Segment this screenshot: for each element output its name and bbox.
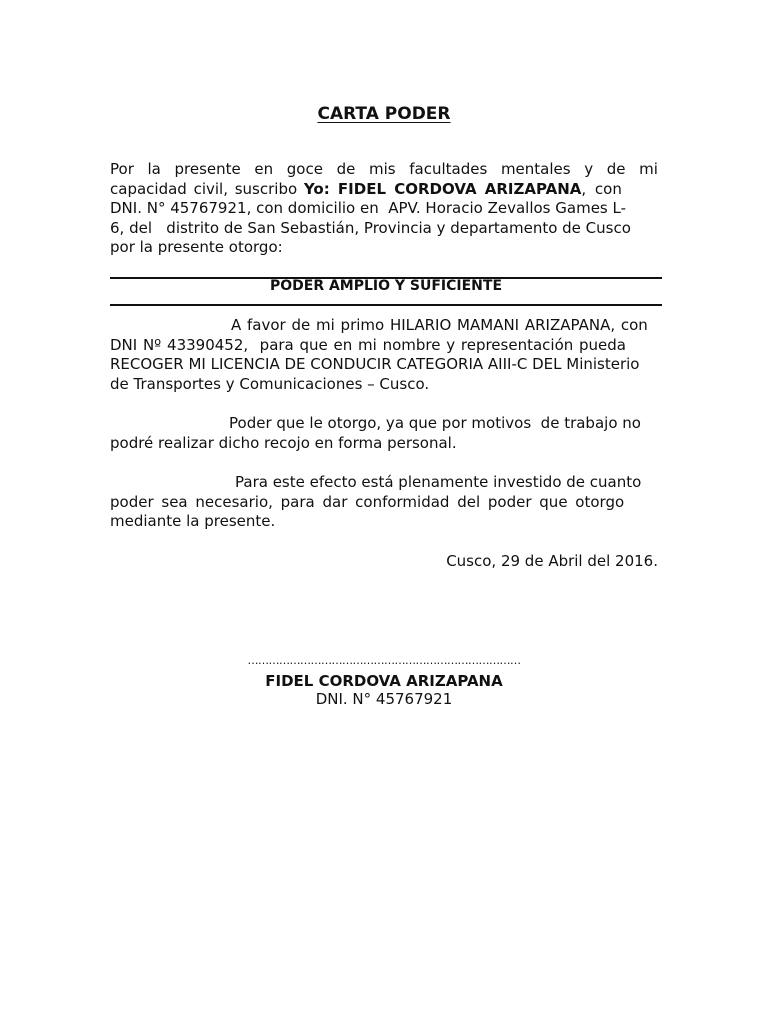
document-title: CARTA PODER (317, 104, 451, 124)
intro-text: , con (581, 179, 622, 198)
para1-line-3: RECOGER MI LICENCIA DE CONDUCIR CATEGORIA AIII-C DEL Ministerio (110, 355, 640, 373)
signature-line: …………………………………………………………………… (247, 654, 521, 667)
para1-line-2: DNI Nº 43390452, para que en mi nombre y representación pueda (110, 335, 626, 354)
para2-line-2: podré realizar dicho recojo en forma personal. (110, 433, 457, 452)
word: en (254, 160, 274, 178)
signature-name: FIDEL CORDOVA ARIZAPANA (265, 672, 503, 690)
para1-line-4: de Transportes y Comunicaciones – Cusco. (110, 374, 430, 393)
para2-line-1: Poder que le otorgo, ya que por motivos de trabajo no (229, 414, 641, 432)
word: la (147, 160, 161, 178)
word: y (584, 160, 594, 178)
paragraph-1 (110, 316, 658, 394)
intro-line-3: DNI. N° 45767921, con domicilio en APV. Horacio Zevallos Games L- (110, 199, 627, 217)
signature-dni: DNI. N° 45767921 (315, 690, 453, 708)
intro-paragraph (110, 160, 658, 258)
para1-line-1: A favor de mi primo HILARIO MAMANI ARIZAPANA, con (231, 316, 648, 334)
word: Por (110, 160, 134, 178)
word: mentales (500, 160, 571, 178)
intro-line-1 (110, 160, 658, 180)
date-line: Cusco, 29 de Abril del 2016. (446, 552, 658, 570)
word: presente (174, 160, 241, 178)
intro-line-5: por la presente otorgo: (110, 238, 283, 256)
intro-line-2 (110, 180, 658, 200)
word: facultades (409, 160, 488, 178)
paragraph-2 (110, 414, 658, 453)
word: goce (286, 160, 323, 178)
word: mis (369, 160, 396, 178)
para3-line-2: poder sea necesario, para dar conformidad del poder que otorgo (110, 492, 625, 511)
intro-text: capacidad civil, suscribo (110, 179, 304, 198)
paragraph-3 (110, 473, 658, 532)
grantor-name: Yo: FIDEL CORDOVA ARIZAPANA (303, 179, 582, 198)
word: de (606, 160, 626, 178)
para3-line-1: Para este efecto está plenamente investido de cuanto (235, 473, 642, 491)
bottom-rule (110, 304, 662, 306)
section-title: PODER AMPLIO Y SUFICIENTE (269, 278, 503, 294)
word: mi (639, 160, 658, 178)
para3-line-3: mediante la presente. (110, 512, 276, 530)
word: de (336, 160, 356, 178)
intro-line-4: 6, del distrito de San Sebastián, Provincia y departamento de Cusco (110, 218, 631, 237)
